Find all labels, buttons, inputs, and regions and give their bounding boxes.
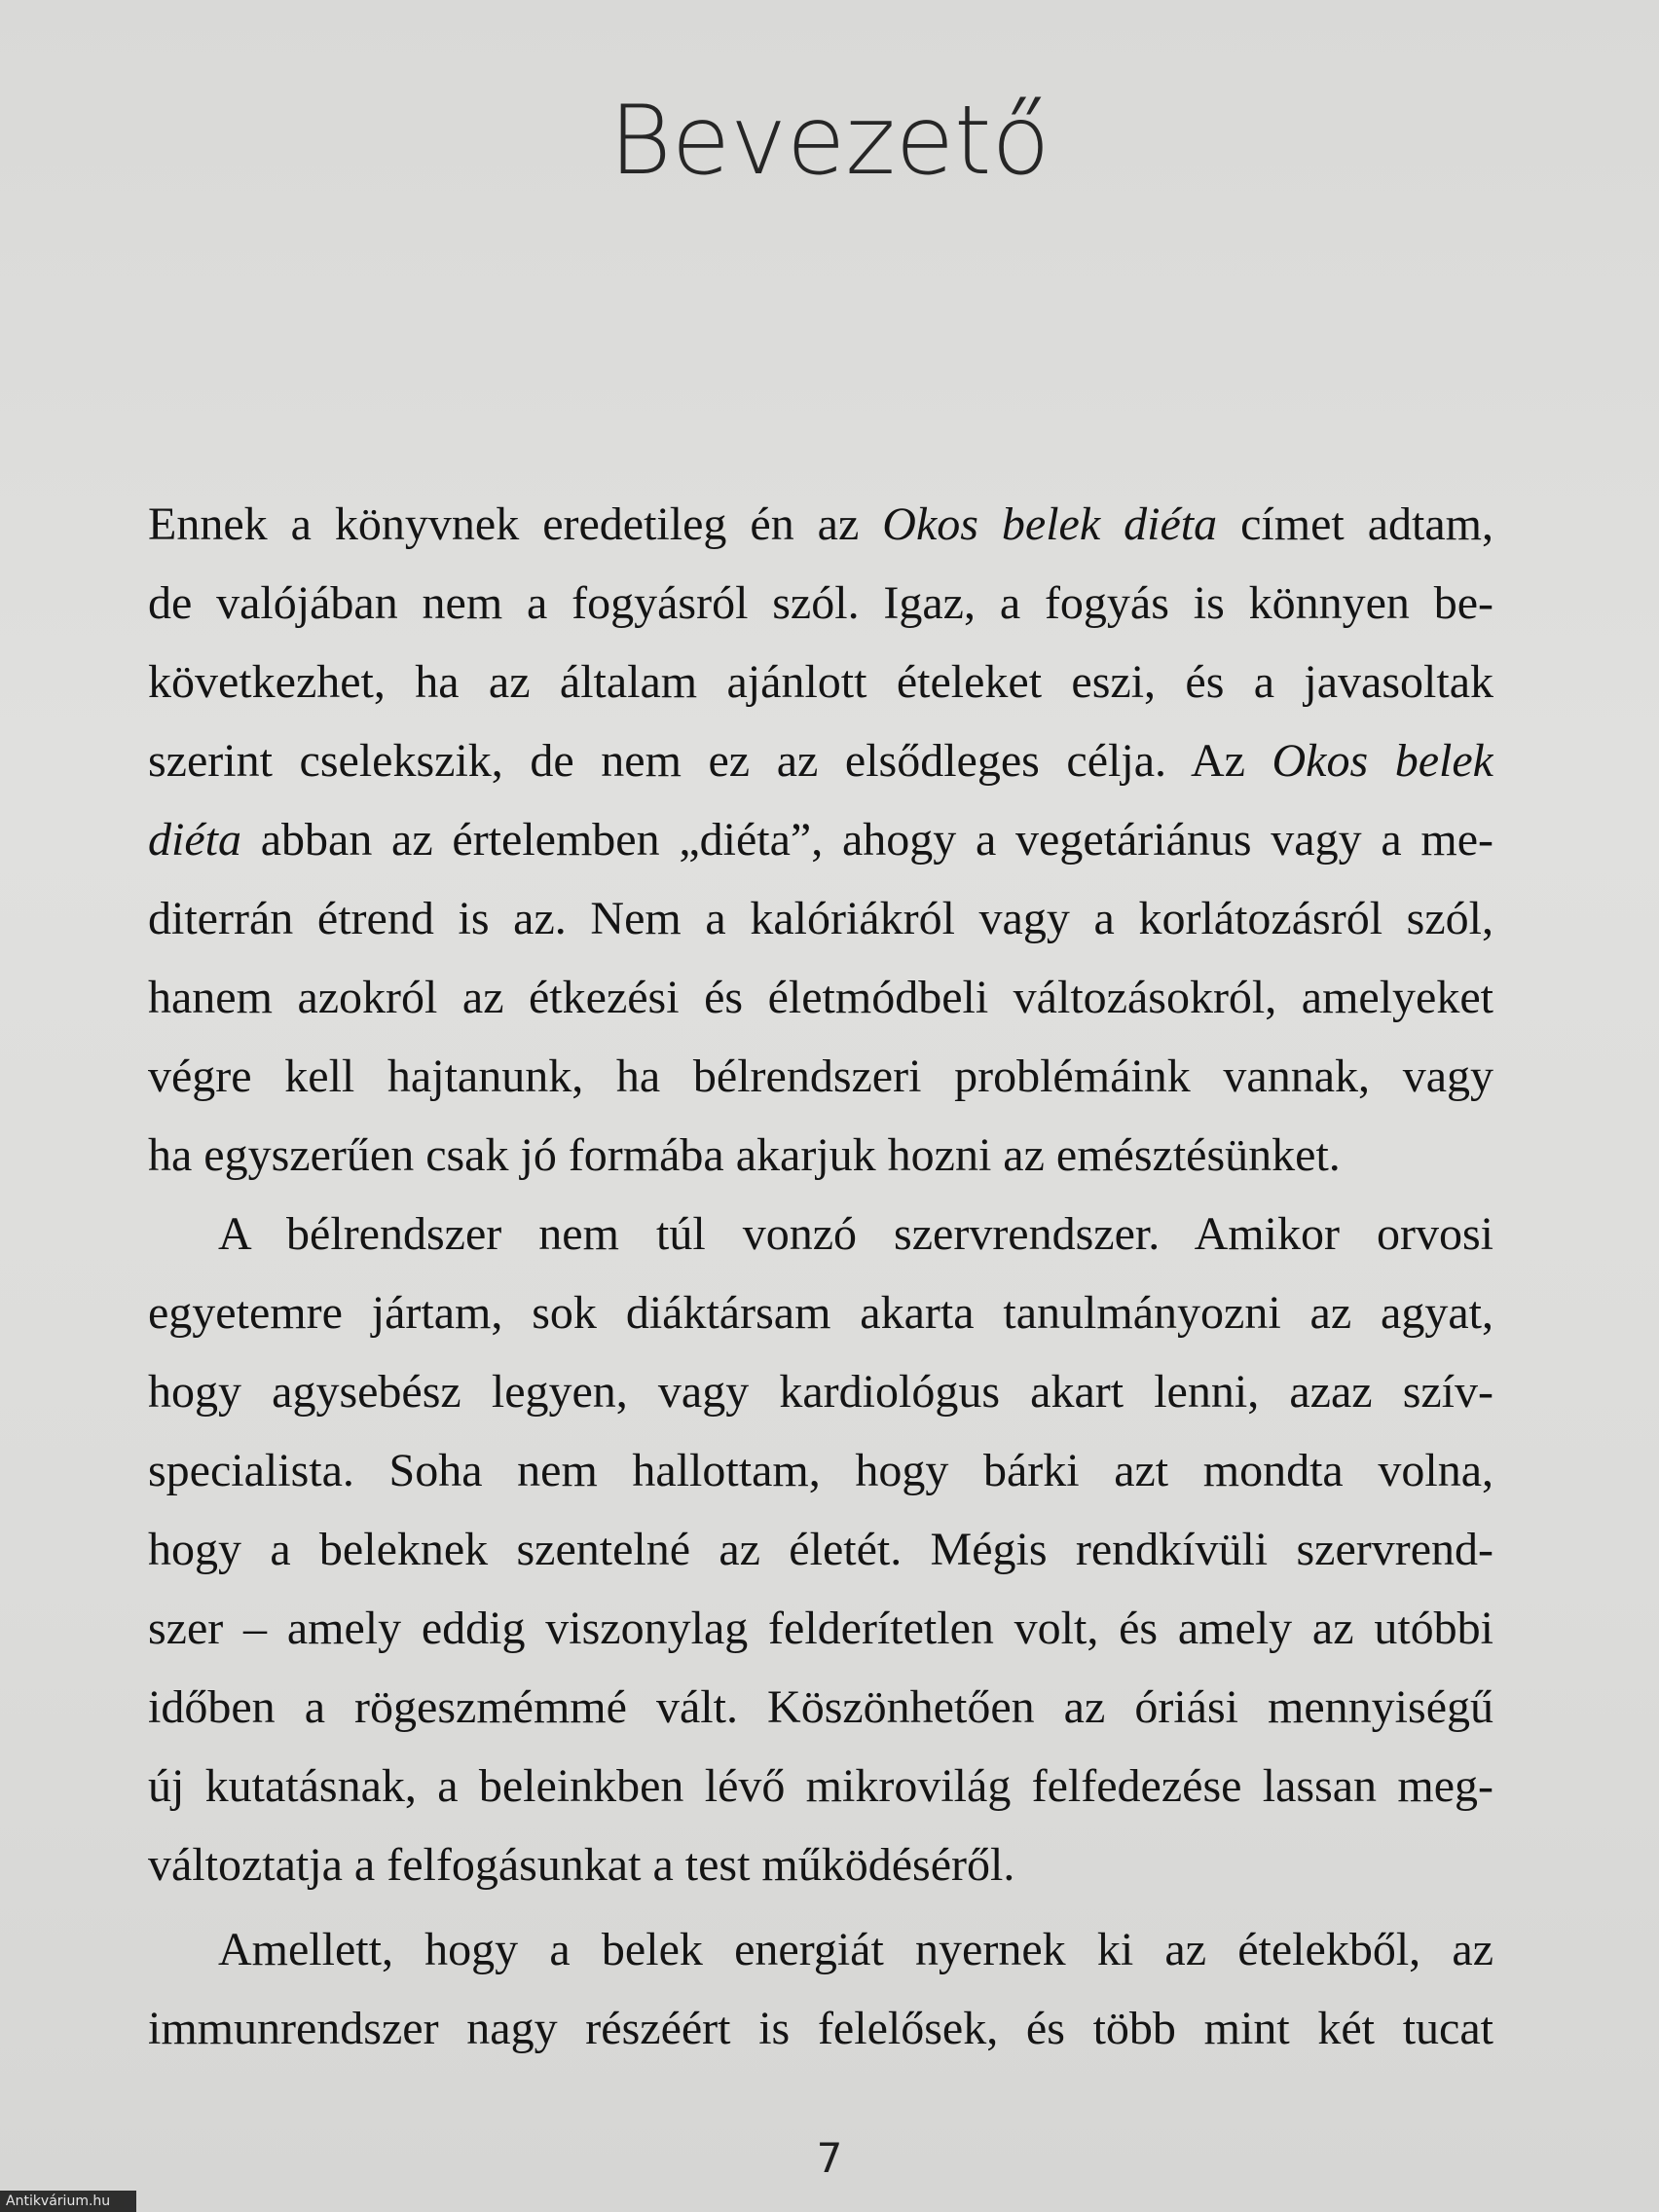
text-line [148, 800, 1493, 879]
text-line: de valójában nem a fogyásról szól. Igaz, a fogyás is könnyen be- [148, 577, 1493, 629]
text-line: ha egyszerűen csak jó formába akarjuk hozni az emésztésünket. [148, 1129, 1341, 1181]
text-line: hogy agysebész legyen, vagy kardiológus akart lenni, azaz szív- [148, 1366, 1493, 1418]
text-line: specialista. Soha nem hallottam, hogy bárki azt mondta volna, [148, 1445, 1493, 1496]
text-line: új kutatásnak, a beleinkben lévő mikrovilág felfedezése lassan meg- [148, 1760, 1493, 1812]
book-title-italic: diéta [148, 814, 241, 866]
text-segment: Ennek a könyvnek eredetileg én az [148, 498, 883, 550]
text-line: Amellett, hogy a belek energiát nyernek ki az ételekből, az [218, 1924, 1493, 1975]
text-segment: abban az értelemben „diéta”, ahogy a vegetáriánus vagy a me- [240, 814, 1493, 866]
text-line [148, 721, 1493, 800]
text-line: diterrán étrend is az. Nem a kalóriákról vagy a korlátozásról szól, [148, 893, 1493, 944]
watermark-label: Antikvárium.hu [0, 2191, 136, 2212]
text-segment: szerint cselekszik, de nem ez az elsődleges célja. Az [148, 735, 1272, 787]
text-line: hogy a beleknek szentelné az életét. Mégis rendkívüli szervrend- [148, 1524, 1493, 1575]
text-line: időben a rögeszmémmé vált. Köszönhetően az óriási mennyiségű [148, 1681, 1493, 1733]
body-text [148, 485, 1493, 2068]
text-line: végre kell hajtanunk, ha bélrendszeri problémáink vannak, vagy [148, 1051, 1493, 1102]
text-line: változtatja a felfogásunkat a test működéséről. [148, 1839, 1015, 1891]
book-title-italic: Okos belek diéta [882, 498, 1218, 550]
page-number: 7 [816, 2134, 843, 2182]
text-line: egyetemre jártam, sok diáktársam akarta tanulmányozni az agyat, [148, 1287, 1493, 1339]
text-line: hanem azokról az étkezési és életmódbeli változásokról, amelyeket [148, 972, 1493, 1023]
text-line: A bélrendszer nem túl vonzó szervrendszer. Amikor orvosi [218, 1208, 1493, 1260]
text-line: következhet, ha az általam ajánlott ételeket eszi, és a javasoltak [148, 656, 1493, 708]
text-line [148, 485, 1493, 564]
text-line: immunrendszer nagy részéért is felelősek, és több mint két tucat [148, 2003, 1493, 2054]
text-line: szer – amely eddig viszonylag felderítetlen volt, és amely az utóbbi [148, 1603, 1493, 1654]
book-title-italic: Okos belek [1272, 735, 1493, 787]
chapter-title: Bevezető [608, 86, 1051, 197]
text-segment: címet adtam, [1217, 498, 1493, 550]
